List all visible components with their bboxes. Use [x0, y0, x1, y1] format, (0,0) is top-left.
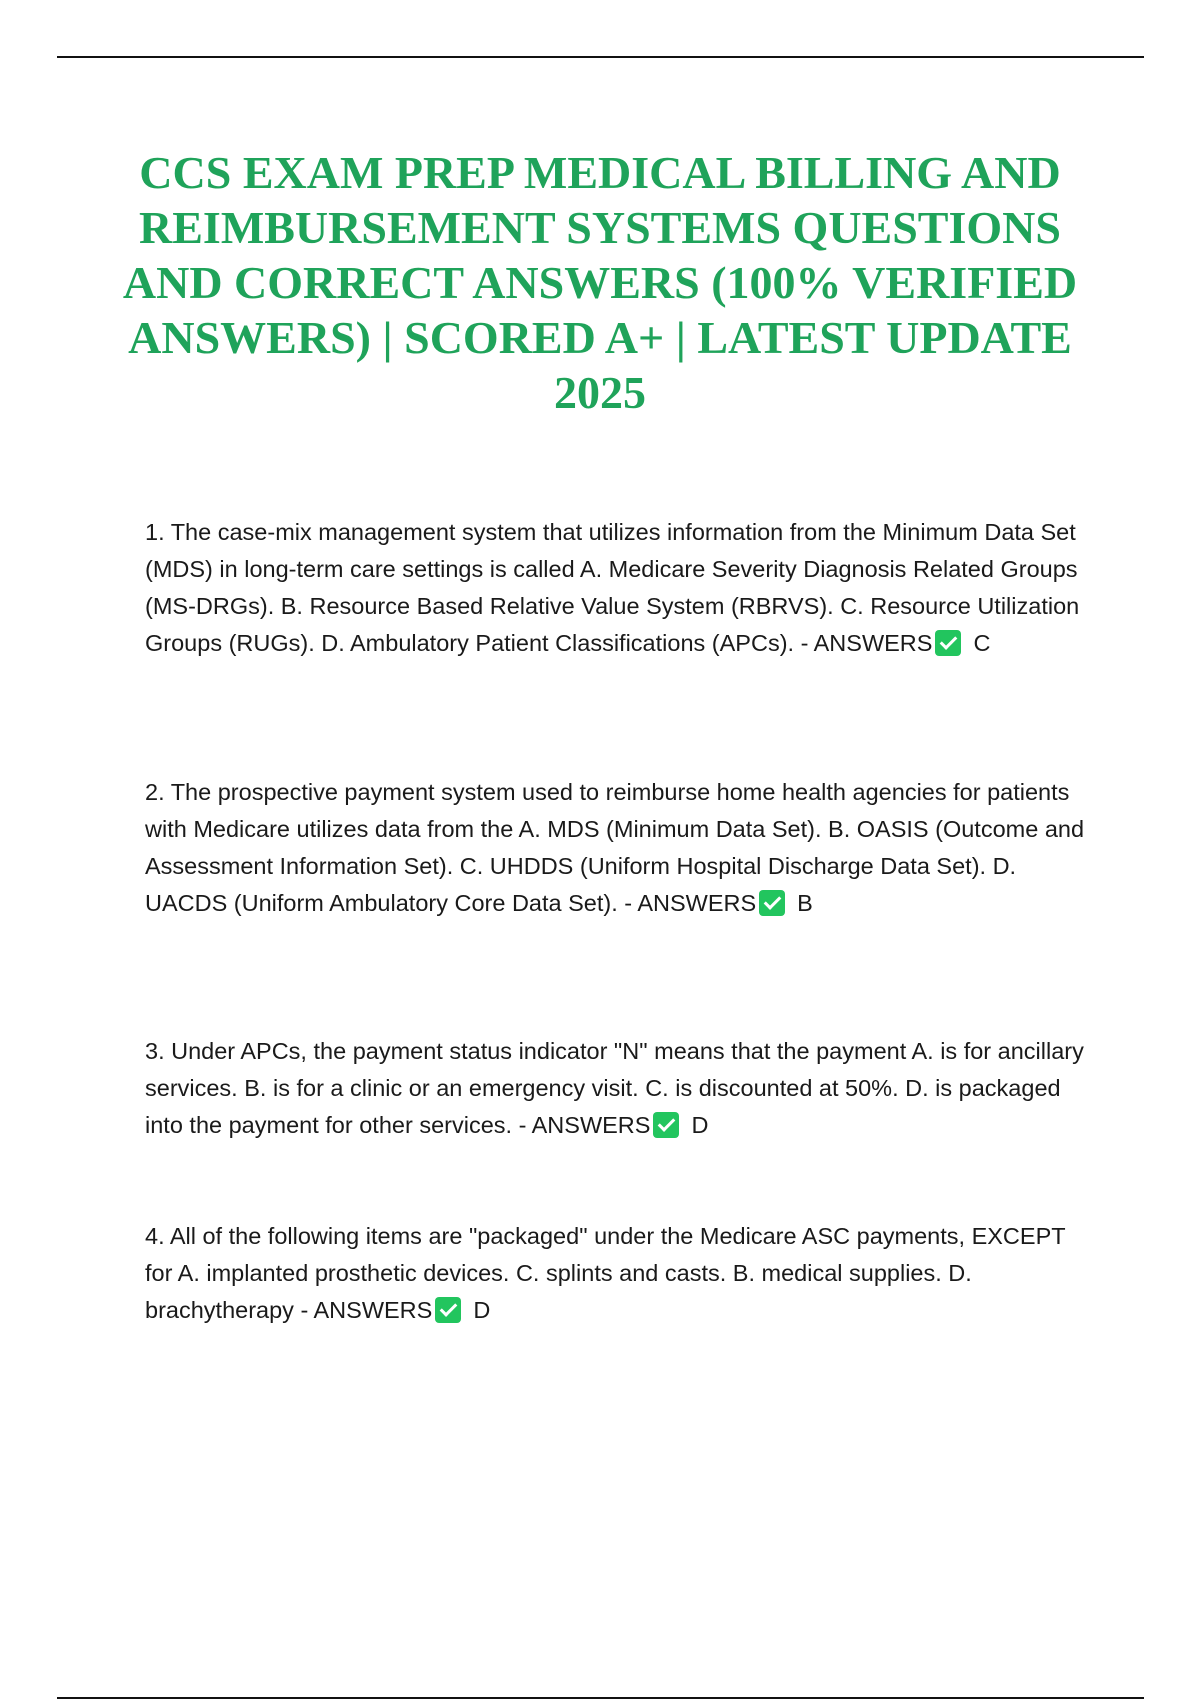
question-text: 1. The case-mix management system that utilizes information from the Minimum Data Set (MDS) in long-term care settings is called A. Medicare Severity Diagnosis Related Groups (MS-DRGs). B. Resource Based Relative Value System (RBRVS). C. Resource Utilization Groups (RUGs). D. Ambulatory Patient Classifications (APCs). - ANSWERS [145, 519, 1080, 656]
check-icon [435, 1297, 461, 1323]
question-item [145, 514, 1095, 662]
check-icon [935, 630, 961, 656]
top-divider [57, 56, 1144, 58]
answer-letter: C [973, 630, 991, 656]
check-icon [653, 1112, 679, 1138]
question-item [145, 1033, 1095, 1144]
answer-letter: B [797, 890, 813, 916]
question-item [145, 774, 1095, 922]
answer-letter: D [691, 1112, 709, 1138]
question-text: 3. Under APCs, the payment status indicator "N" means that the payment A. is for ancillary services. B. is for a clinic or an emergency visit. C. is discounted at 50%. D. is packaged into the payment for other services. - ANSWERS [145, 1038, 1084, 1138]
check-icon [759, 890, 785, 916]
question-item [145, 1218, 1095, 1329]
document-title: CCS EXAM PREP MEDICAL BILLING AND REIMBURSEMENT SYSTEMS QUESTIONS AND CORRECT ANSWERS (100% VERIFIED ANSWERS) | SCORED A+ | LATEST UPDATE 2025 [122, 147, 1078, 418]
question-text: 4. All of the following items are "packaged" under the Medicare ASC payments, EXCEPT for A. implanted prosthetic devices. C. splints and casts. B. medical supplies. D. brachytherapy - ANSWERS [145, 1223, 1066, 1323]
bottom-divider [57, 1697, 1144, 1699]
answer-letter: D [473, 1297, 491, 1323]
question-text: 2. The prospective payment system used to reimburse home health agencies for patients with Medicare utilizes data from the A. MDS (Minimum Data Set). B. OASIS (Outcome and Assessment Information Set). C. UHDDS (Uniform Hospital Discharge Data Set). D. UACDS (Uniform Ambulatory Core Data Set). - ANSWERS [145, 779, 1085, 916]
